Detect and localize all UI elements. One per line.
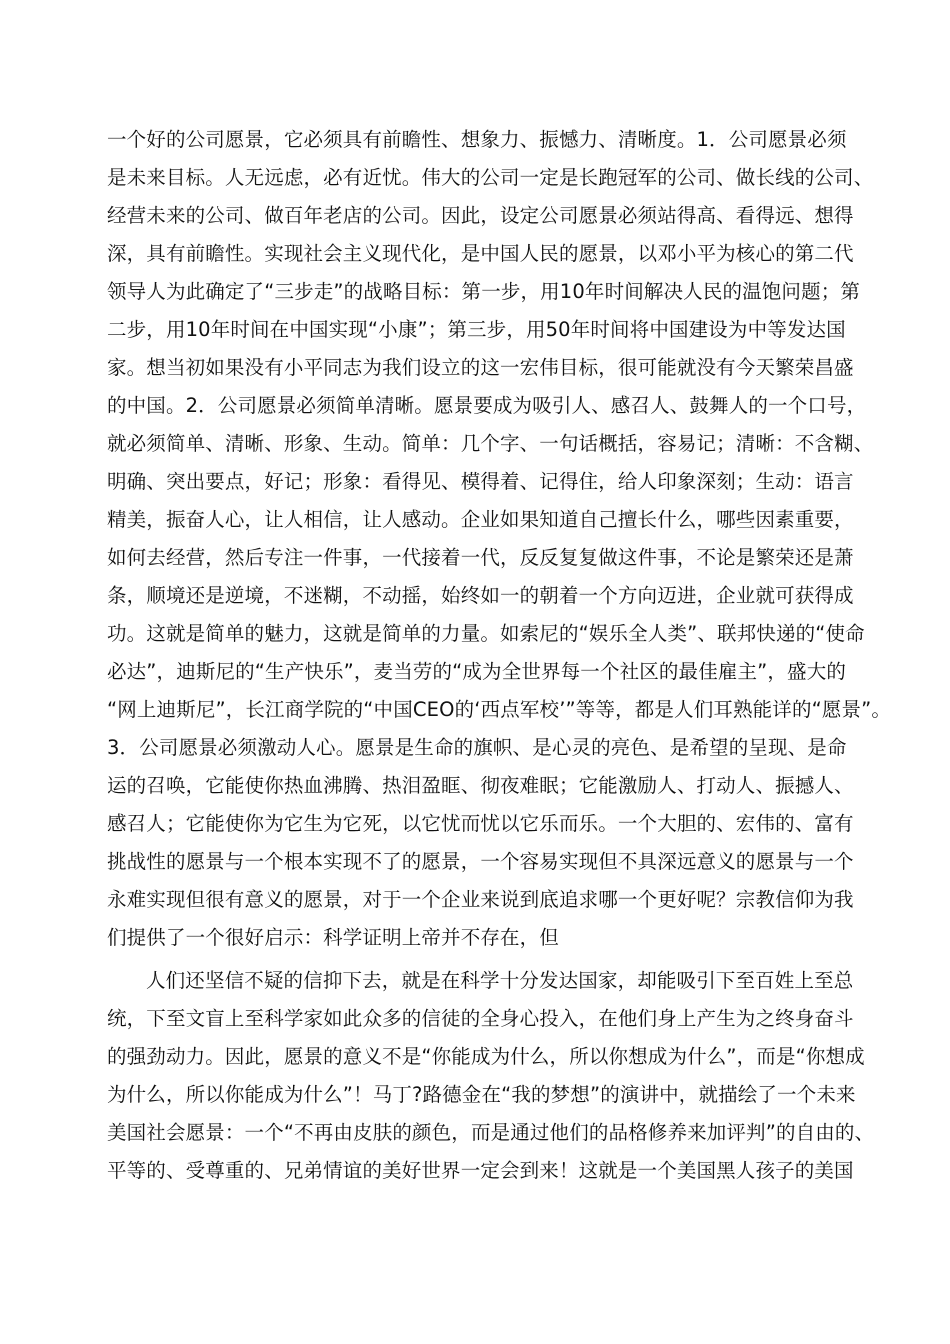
text-line: 是未来目标。人无远虑，必有近忧。伟大的公司一定是长跑冠军的公司、做长线的公司、 — [107, 166, 874, 189]
text-line: 感召人；它能使你为它生为它死，以它忧而忧以它乐而乐。一个大胆的、宏伟的、富有 — [107, 812, 854, 835]
text-line: 功。这就是简单的魅力，这就是简单的力量。如索尼的“娱乐全人类”、联邦快递的“使命 — [107, 622, 865, 645]
text-line: 美国社会愿景：一个“不再由皮肤的颜色，而是通过他们的品格修养来加评判”的自由的、 — [107, 1121, 875, 1144]
text-line: 们提供了一个很好启示：科学证明上帝并不存在，但 — [107, 926, 559, 949]
text-line: 条，顺境还是逆境，不迷糊，不动摇，始终如一的朝着一个方向迈进，企业就可获得成 — [107, 584, 854, 607]
text-line: 的中国。2．公司愿景必须简单清晰。愿景要成为吸引人、感召人、鼓舞人的一个口号， — [107, 394, 867, 417]
text-line: 运的召唤，它能使你热血沸腾、热泪盈眶、彻夜难眠；它能激励人、打动人、振撼人、 — [107, 774, 854, 797]
text-line: 平等的、受尊重的、兄弟情谊的美好世界一定会到来！这就是一个美国黑人孩子的美国 — [107, 1159, 854, 1182]
text-line: 深，具有前瞻性。实现社会主义现代化，是中国人民的愿景，以邓小平为核心的第二代 — [107, 242, 854, 265]
text-line: 挑战性的愿景与一个根本实现不了的愿景，一个容易实现但不具深远意义的愿景与一个 — [107, 850, 854, 873]
text-line: 精美，振奋人心，让人相信，让人感动。企业如果知道自己擅长什么，哪些因素重要， — [107, 508, 854, 531]
text-line: 一个好的公司愿景，它必须具有前瞻性、想象力、振憾力、清晰度。1．公司愿景必须 — [107, 128, 847, 151]
text-line: 3．公司愿景必须激动人心。愿景是生命的旗帜、是心灵的亮色、是希望的呈现、是命 — [107, 736, 847, 759]
text-line: 永难实现但很有意义的愿景，对于一个企业来说到底追求哪一个更好呢？宗教信仰为我 — [107, 888, 854, 911]
text-line: 家。想当初如果没有小平同志为我们设立的这一宏伟目标，很可能就没有今天繁荣昌盛 — [107, 356, 854, 379]
text-line: 领导人为此确定了“三步走”的战略目标：第一步，用10年时间解决人民的温饱问题；第 — [107, 280, 861, 303]
text-line: 统，下至文盲上至科学家如此众多的信徒的全身心投入，在他们身上产生为之终身奋斗 — [107, 1007, 854, 1030]
text-line: 的强劲动力。因此，愿景的意义不是“你能成为什么，所以你想成为什么”，而是“你想成 — [107, 1045, 865, 1068]
text-line: 必达”，迪斯尼的“生产快乐”，麦当劳的“成为全世界每一个社区的最佳雇主”，盛大的 — [107, 660, 847, 683]
text-line: 就必须简单、清晰、形象、生动。简单：几个字、一句话概括，容易记；清晰：不含糊、 — [107, 432, 874, 455]
text-line: 为什么，所以你能成为什么”！马丁?路德金在“我的梦想”的演讲中，就描绘了一个未来 — [107, 1083, 856, 1106]
text-line: “网上迪斯尼”，长江商学院的“中国CEO的‘西点军校’”等等，都是人们耳熟能详的“愿景”。 — [107, 698, 892, 721]
text-line: 人们还坚信不疑的信抑下去，就是在科学十分发达国家，却能吸引下至百姓上至总 — [146, 969, 854, 992]
text-line: 二步，用10年时间在中国实现“小康”；第三步，用50年时间将中国建设为中等发达国 — [107, 318, 846, 341]
text-line: 如何去经营，然后专注一件事，一代接着一代，反反复复做这件事，不论是繁荣还是萧 — [107, 546, 854, 569]
text-line: 明确、突出要点，好记；形象：看得见、模得着、记得住，给人印象深刻；生动：语言 — [107, 470, 854, 493]
text-line: 经营未来的公司、做百年老店的公司。因此，设定公司愿景必须站得高、看得远、想得 — [107, 204, 854, 227]
